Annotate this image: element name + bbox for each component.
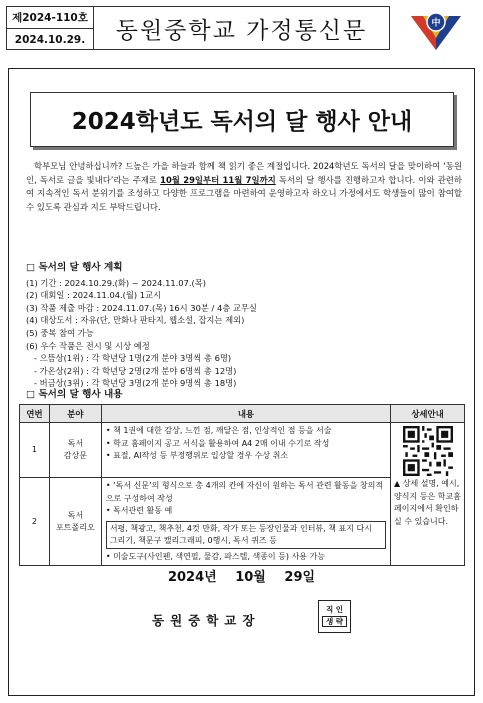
intro-text-start: 학부모님 안녕하십니까? 드높은 가을 하늘과 함께 책 읽기 좋은 계절입니다. 2024학년도 독서의 달을 맞이하여 ‘동원인, 독서로 글을 빛내다’라는 주제로 <box>26 161 462 185</box>
plan-item: (5) 중복 참여 가능 <box>26 327 94 338</box>
seal-bottom-text: 생 략 <box>322 616 347 627</box>
event-content-table <box>19 404 465 566</box>
col-header-no: 연번 <box>20 405 50 423</box>
row-field: 독서 포트폴리오 <box>49 478 101 566</box>
plan-item: (4) 대상도서 : 자유(단, 만화나 판타지, 웹소설, 잡지는 제외) <box>26 315 245 326</box>
issue-date-footer: 2024년 10월 29일 <box>167 570 316 585</box>
table-header-row <box>20 405 465 423</box>
col-header-content: 내용 <box>101 405 390 423</box>
plan-heading: □ 독서의 달 행사 계획 <box>26 262 123 273</box>
detail-cell <box>391 423 465 566</box>
school-principal: 동원중학교장 <box>152 613 261 628</box>
intro-paragraph <box>26 160 462 214</box>
table-row <box>20 423 465 478</box>
official-seal <box>318 600 351 633</box>
seal-top-text: 직 인 <box>325 605 344 614</box>
col-header-field: 분야 <box>49 405 101 423</box>
award-item: - 버금상(3위) : 각 학년당 3명(2개 분야 9명씩 총 18명) <box>34 378 237 389</box>
content-bullet: • 독서관련 활동 예 <box>105 506 173 515</box>
row-content <box>101 478 390 566</box>
qr-code-icon[interactable] <box>403 426 453 476</box>
school-logo-icon <box>405 8 467 52</box>
row-number: 1 <box>20 423 50 478</box>
row-content <box>101 423 390 478</box>
col-header-detail: 상세안내 <box>391 405 465 423</box>
content-heading: □ 독서의 달 행사 내용 <box>26 389 123 400</box>
award-item: - 으뜸상(1위) : 각 학년당 1명(2개 분야 3명씩 총 6명) <box>34 353 232 364</box>
content-bullet: • 책 1권에 대한 감상, 느낀 점, 깨달은 점, 인상적인 점 등을 서술 <box>105 426 332 435</box>
issue-date: 2024.10.29. <box>7 28 93 50</box>
main-title: 2024학년도 독서의 달 행사 안내 <box>30 92 454 147</box>
plan-item: (2) 대회일 : 2024.11.04.(월) 1교시 <box>26 290 162 301</box>
activity-example-box: 서평, 책광고, 책추천, 4컷 만화, 작가 또는 등장인물과 인터뷰, 책 표지 다시 그리기, 책문구 캘리그래피, 0행시, 독서 퀴즈 등 <box>106 521 386 549</box>
detail-note: ▲ 상세 설명, 예시, 양식지 등은 학교홈페이지에서 확인하실 수 있습니다. <box>394 479 461 526</box>
issue-info-box <box>6 6 94 50</box>
svg-text:中: 中 <box>431 18 441 29</box>
content-bullet: • 미술도구(사인펜, 색연필, 물감, 파스텔, 색종이 등) 사용 가능 <box>105 551 326 561</box>
plan-item: (1) 기간 : 2024.10.29.(화) ~ 2024.11.07.(목) <box>26 277 206 288</box>
intro-period-highlight: 10월 29일부터 11월 7일까지 <box>160 174 276 185</box>
content-bullet: • 표절, AI작성 등 부정행위로 입상할 경우 수상 취소 <box>105 451 289 460</box>
row-number: 2 <box>20 478 50 566</box>
award-item: - 가온상(2위) : 각 학년당 2명(2개 분야 6명씩 총 12명) <box>34 365 237 376</box>
issue-number: 제2024-110호 <box>12 12 88 24</box>
intro-text-end: 독서의 달 행사를 진행하고자 합니다. 이와 관련하여 지속적인 독서 분위기를 조성하고 다양한 프로그램을 마련하여 운영하고자 하오니 가정에서도 학생들이 많이 참여할 수 있도록 관심과 지도 부탁드립니다. <box>26 174 462 212</box>
content-bullet: • ‘독서 신문’의 형식으로 총 4개의 칸에 자신이 원하는 독서 관련 활동을 창의적으로 구성하여 작성 <box>105 481 384 503</box>
plan-item: (6) 우수 작품은 전시 및 시상 예정 <box>26 340 150 351</box>
newsletter-title: 동원중학교 가정통신문 <box>94 6 390 50</box>
row-field: 독서 감상문 <box>49 423 101 478</box>
event-plan <box>26 262 462 390</box>
content-bullet: • 학교 홈페이지 공고 서식을 활용하여 A4 2매 이내 수기로 작성 <box>105 438 330 448</box>
plan-item: (3) 작품 제출 마감 : 2024.11.07.(목) 16시 30분 / 4층 교무실 <box>26 302 257 313</box>
